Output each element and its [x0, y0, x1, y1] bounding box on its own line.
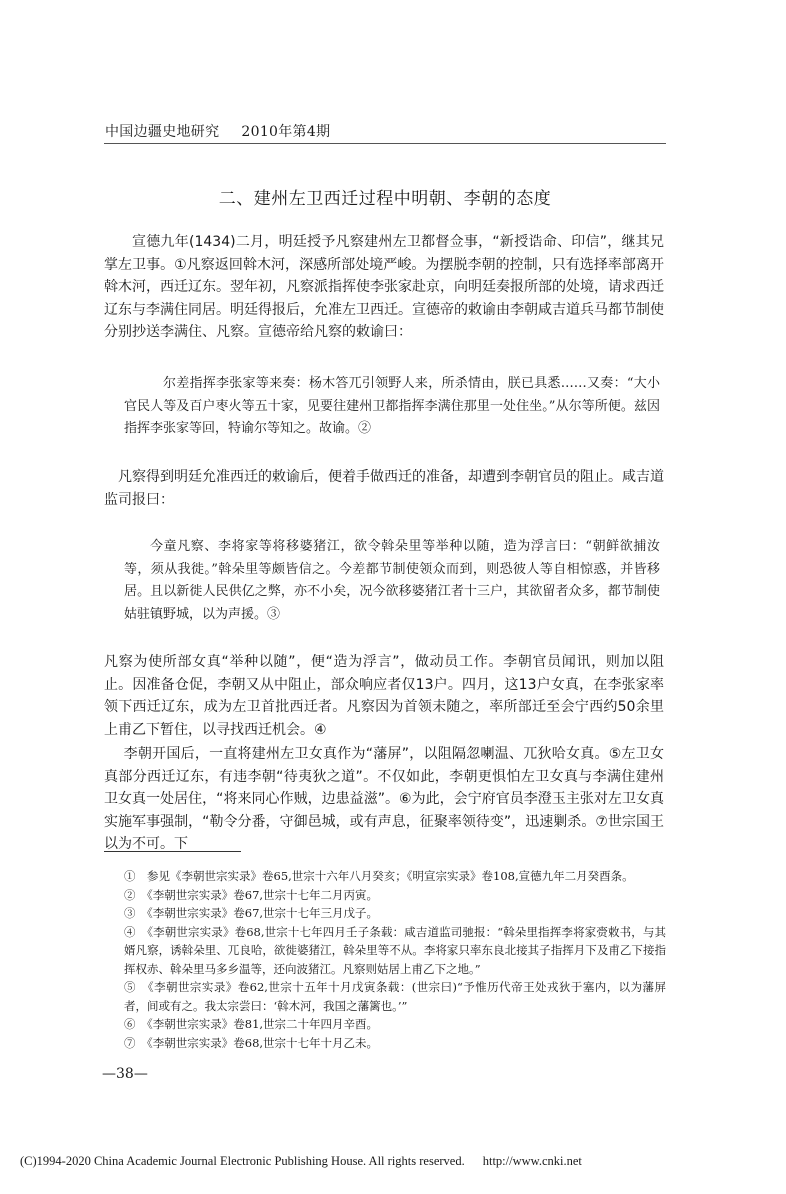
footnote-rule	[104, 851, 241, 852]
body-paragraph-3: 凡察为使所部女真“举种以随”，便“造为浮言”，做动员工作。李朝官员闻讯，则加以阻止。因准备仓促，李朝又从中阻止，部众响应者仅13户。四月，这13户女真，在李张家率领下西迁辽东，成为左卫首批西迁者。凡察因为首领未随之，率所部迁至会宁西约50余里上甫乙下暂住，以寻找西迁机会。④	[104, 654, 664, 738]
cnki-link[interactable]: http://www.cnki.net	[482, 1154, 582, 1168]
body-paragraph-2: 凡察得到明廷允准西迁的敕谕后，便着手做西迁的准备，却遭到李朝官员的阻止。咸吉道监司报曰：	[104, 469, 664, 508]
body-paragraph-1: 宣德九年(1434)二月，明廷授予凡察建州左卫都督佥事，“新授诰命、印信”，继其兄掌左卫事。①凡察返回斡木河，深感所部处境严峻。为摆脱李朝的控制，只有选择率部离开斡木河，西迁辽东。翌年初，凡察派指挥使李张家赴京，向明廷奏报所部的处境，请求西迁辽东与李满住同居。明廷得报后，允准左卫西迁。宣德帝的敕谕由李朝咸吉道兵马都节制使分别抄送李满住、凡察。宣德帝给凡察的敕谕曰：	[104, 234, 664, 340]
copyright-footer	[20, 1154, 582, 1169]
footnotes	[104, 867, 666, 1052]
section-title: 二、建州左卫西迁过程中明朝、李朝的态度	[218, 189, 552, 209]
footnote-6: ⑥ 《李朝世宗实录》卷81,世宗二十年四月辛酉。	[124, 1017, 379, 1031]
page-number: —38—	[102, 1066, 148, 1082]
running-header	[105, 121, 330, 141]
quotation-1: 尔差指挥李张家等来奏：杨木答兀引领野人来，所杀情由，朕已具悉……又奏：“大小官民人等及百户枣火等五十家，见要往建州卫都指挥李满住那里一处住坐。”从尔等所便。兹因指挥李张家等回，特谕尔等知之。故谕。②	[124, 376, 660, 436]
copyright-text: (C)1994-2020 China Academic Journal Electronic Publishing House. All rights reserved.	[20, 1154, 465, 1168]
issue-label: 2010年第4期	[241, 124, 331, 140]
footnote-7: ⑦ 《李朝世宗实录》卷68,世宗十七年十月乙未。	[124, 1035, 379, 1050]
footnote-4: ④ 《李朝世宗实录》卷68,世宗十七年四月壬子条载：咸吉道监司驰报：“斡朵里指挥李将家赍敕书，与其婿凡察，诱斡朵里、兀良哈，欲徙婆猪江，斡朵里等不从。李将家只率东良北接其子指挥月下及甫乙下接指挥权赤、斡朵里马多乡温等，还向波猪江。凡察则姑居上甫乙下之地。”	[124, 924, 666, 976]
footnote-3: ③ 《李朝世宗实录》卷67,世宗十七年三月戊子。	[124, 906, 379, 920]
footnote-2: ② 《李朝世宗实录》卷67,世宗十七年二月丙寅。	[124, 887, 379, 902]
journal-name: 中国边疆史地研究	[105, 124, 220, 140]
footnote-1: ① 参见《李朝世宗实录》卷65,世宗十六年八月癸亥；《明宣宗实录》卷108,宣德九年二月癸酉条。	[124, 869, 634, 883]
quotation-2: 今童凡察、李将家等将移婆猪江，欲令斡朵里等举种以随，造为浮言曰：“朝鲜欲捕汝等，须从我徙。”斡朵里等颇皆信之。今差都节制使领众而到，则恐彼人等自相惊惑，并皆移居。且以新徙人民供亿之弊，亦不小矣，况今欲移婆猪江者十三户，其欲留者众多，都节制使姑驻镇野城，以为声援。③	[124, 539, 660, 622]
body-paragraph-4: 李朝开国后，一直将建州左卫女真作为“藩屏”，以阻隔忽喇温、兀狄哈女真。⑤左卫女真部分西迁辽东，有违李朝“待夷狄之道”。不仅如此，李朝更惧怕左卫女真与李满住建州卫女真一处居住，“将来同心作贼，边患益滋”。⑥为此，会宁府官员李澄玉主张对左卫女真实施军事强制，“勒令分番，守御邑城，或有声息，征聚率领待变”，迅速剿杀。⑦世宗国王以为不可。下	[104, 746, 664, 852]
header-rule	[104, 143, 666, 144]
footnote-5: ⑤ 《李朝世宗实录》卷62,世宗十五年十月戊寅条载：(世宗曰)“予惟历代帝王处戎狄于塞内，以为藩屏者，间或有之。我太宗尝曰：‘斡木河，我国之藩篱也。’”	[124, 980, 666, 1013]
